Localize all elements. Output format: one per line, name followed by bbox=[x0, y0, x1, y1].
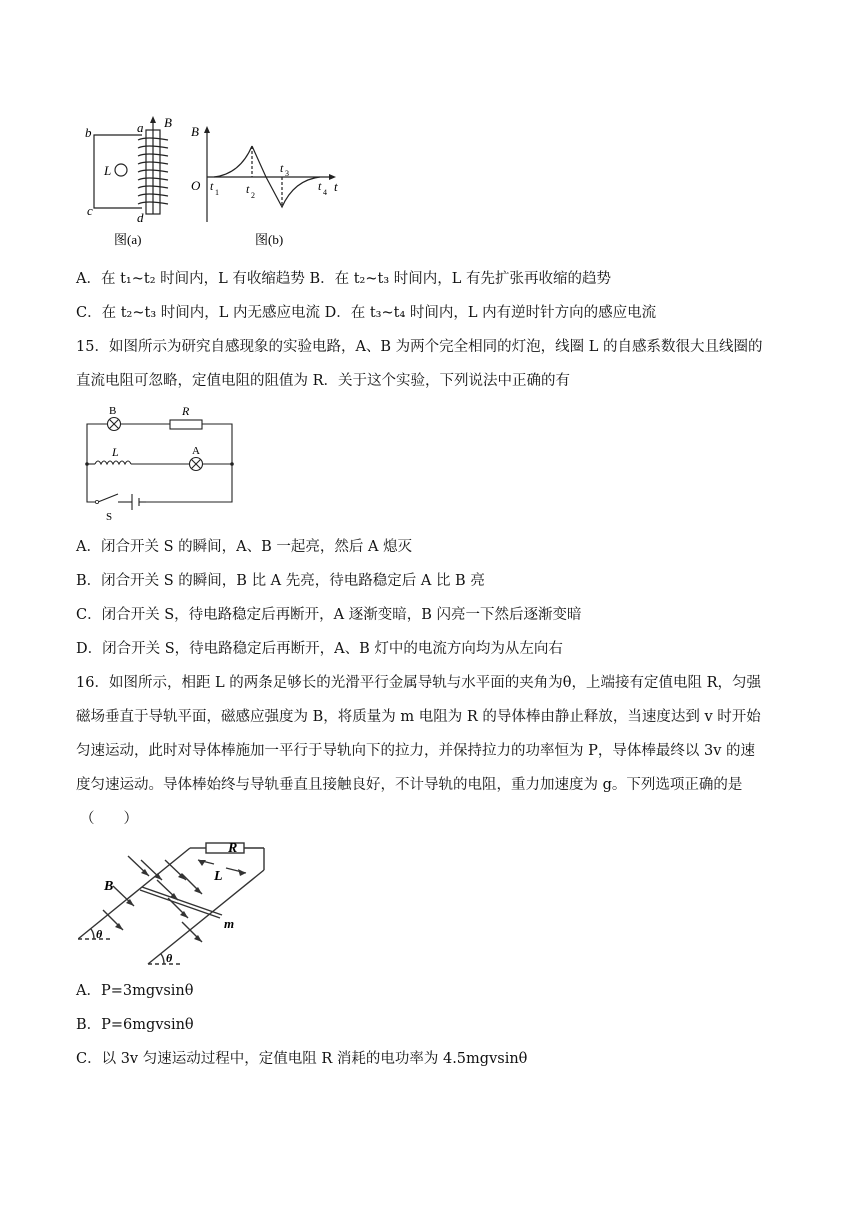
figure-b bbox=[207, 130, 332, 222]
switch-s-label: S bbox=[106, 511, 113, 523]
label-t1-sub: 1 bbox=[215, 188, 219, 197]
coil-l-label: L bbox=[112, 445, 119, 459]
figure-15-circuit bbox=[80, 404, 250, 524]
lamp-b-label: B bbox=[109, 405, 117, 417]
label-t2: t bbox=[246, 182, 250, 196]
figure-16-rails bbox=[78, 840, 288, 968]
q15-option-c: C．闭合开关 S，待电路稳定后再断开，A 逐渐变暗，B 闪亮一下然后逐渐变暗 bbox=[76, 607, 582, 623]
label-t4-sub: 4 bbox=[323, 188, 327, 197]
q16-stem-line2: 磁场垂直于导轨平面，磁感应强度为 B，将质量为 m 电阻为 R 的导体棒由静止释放，当速度达到 v 时开始 bbox=[76, 709, 761, 725]
q16-option-c: C．以 3v 匀速运动过程中，定值电阻 R 消耗的电功率为 4.5mgvsinθ bbox=[76, 1051, 528, 1067]
rod-m-label: m bbox=[224, 916, 235, 931]
rail-resistor-r-label: R bbox=[228, 841, 238, 856]
label-b: b bbox=[85, 125, 92, 140]
q16-answer-blank: （ ） bbox=[80, 811, 138, 827]
angle-theta-left: θ bbox=[96, 927, 103, 941]
q15-stem-line1: 15．如图所示为研究自感现象的实验电路，A、B 为两个完全相同的灯泡，线圈 L 的自感系数很大且线圈的 bbox=[76, 339, 763, 355]
label-l: L bbox=[104, 163, 112, 178]
q15-option-b: B．闭合开关 S 的瞬间，B 比 A 先亮，待电路稳定后 A 比 B 亮 bbox=[76, 573, 485, 589]
q15-stem-line2: 直流电阻可忽略，定值电阻的阻值为 R．关于这个实验，下列说法中正确的有 bbox=[76, 373, 571, 389]
q15-option-a: A．闭合开关 S 的瞬间，A、B 一起亮，然后 A 熄灭 bbox=[76, 539, 413, 555]
caption-b: 图(b) bbox=[255, 232, 284, 247]
q14-options-ab: A．在 t₁~t₂ 时间内，L 有收缩趋势 B．在 t₂~t₃ 时间内，L 有先扩张再收缩的趋势 bbox=[76, 271, 612, 287]
q16-stem-line1: 16．如图所示，相距 L 的两条足够长的光滑平行金属导轨与水平面的夹角为θ，上端接有定值电阻 R，匀强 bbox=[76, 675, 762, 691]
label-origin: O bbox=[191, 178, 201, 193]
caption-a: 图(a) bbox=[114, 232, 142, 247]
q15-option-d: D．闭合开关 S，待电路稳定后再断开，A、B 灯中的电流方向均为从左向右 bbox=[76, 641, 563, 657]
label-t-axis: t bbox=[334, 179, 338, 194]
q16-stem-line3: 匀速运动，此时对导体棒施加一平行于导轨向下的拉力，并保持拉力的功率恒为 P，导体棒最终以 3v 的速 bbox=[76, 743, 755, 759]
rail-spacing-l-label: L bbox=[214, 869, 223, 884]
q14-options-cd: C．在 t₂~t₃ 时间内，L 内无感应电流 D．在 t₃~t₄ 时间内，L 内有逆时针方向的感应电流 bbox=[76, 305, 657, 321]
figure-14 bbox=[80, 112, 350, 252]
label-c: c bbox=[87, 203, 93, 218]
label-t3: t bbox=[280, 161, 284, 175]
q16-option-b: B．P=6mgvsinθ bbox=[76, 1017, 194, 1033]
lamp-a-label: A bbox=[192, 445, 200, 457]
label-d: d bbox=[137, 210, 144, 225]
label-t2-sub: 2 bbox=[251, 191, 255, 200]
label-B-axis: B bbox=[191, 124, 199, 139]
label-a: a bbox=[137, 120, 144, 135]
label-t1: t bbox=[210, 179, 214, 193]
q16-option-a: A．P=3mgvsinθ bbox=[76, 983, 194, 999]
q16-stem-line4: 度匀速运动。导体棒始终与导轨垂直且接触良好，不计导轨的电阻，重力加速度为 g。下列选项正确的是 bbox=[76, 777, 743, 793]
label-b-field: B bbox=[164, 115, 172, 130]
label-t4: t bbox=[318, 179, 322, 193]
label-t3-sub: 3 bbox=[285, 169, 289, 178]
field-b-label: B bbox=[104, 879, 114, 894]
angle-theta-right: θ bbox=[166, 951, 173, 965]
resistor-r-label: R bbox=[182, 404, 190, 418]
